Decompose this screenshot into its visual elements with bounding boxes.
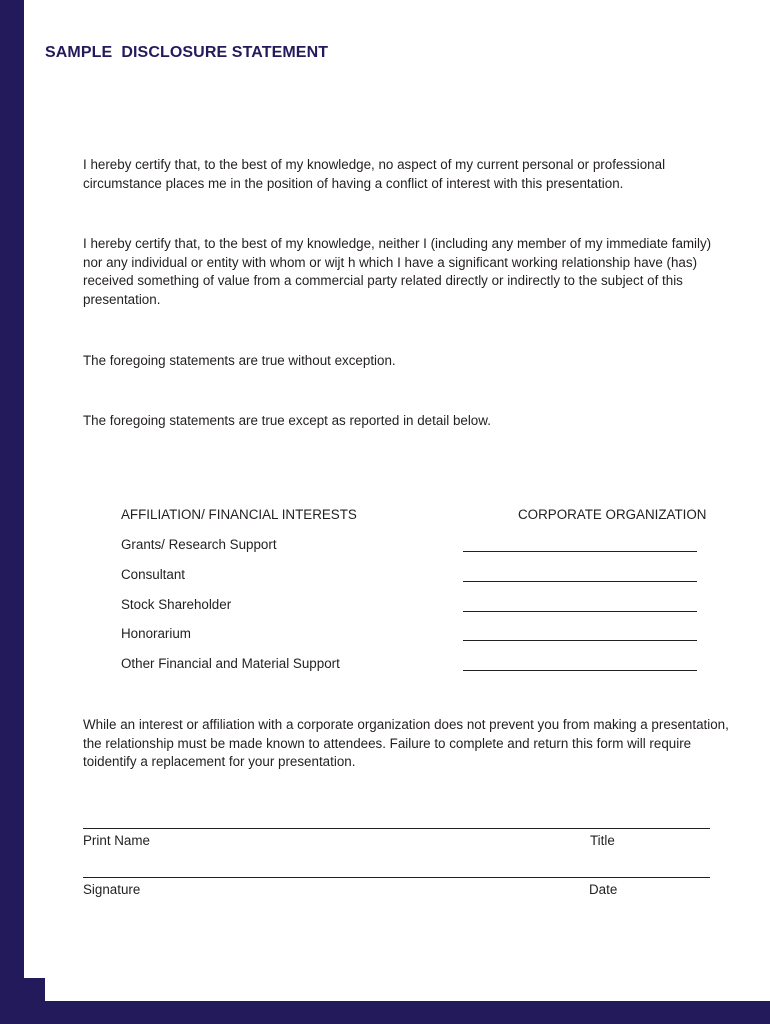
stock-shareholder-organization-field[interactable] bbox=[463, 611, 697, 612]
bottom-border-bar bbox=[0, 1001, 770, 1024]
consultant-label: Consultant bbox=[121, 567, 186, 582]
honorarium-organization-field[interactable] bbox=[463, 640, 697, 641]
other-support-organization-field[interactable] bbox=[463, 670, 697, 671]
certification-paragraph-no-conflict: I hereby certify that, to the best of my knowledge, no aspect of my current personal or professional circumstance places me in the position of having a conflict of interest with this presentation. bbox=[83, 157, 666, 191]
left-border-bar bbox=[0, 0, 24, 1024]
statement-without-exception: The foregoing statements are true without exception. bbox=[83, 353, 396, 368]
print-name-title-line[interactable] bbox=[83, 828, 710, 829]
document-title: SAMPLE DISCLOSURE STATEMENT bbox=[45, 44, 329, 61]
grants-organization-field[interactable] bbox=[463, 551, 697, 552]
print-name-label: Print Name bbox=[83, 833, 150, 848]
certification-paragraph-no-value-received: I hereby certify that, to the best of my knowledge, neither I (including any member of my immediate family) nor any individual or entity with whom or wijt h which I have a significant working relationship have (has) received something of value from a commercial party related directly or indirectly to the subject of this presentation. bbox=[83, 236, 712, 307]
consultant-organization-field[interactable] bbox=[463, 581, 697, 582]
signature-date-line[interactable] bbox=[83, 877, 710, 878]
date-label: Date bbox=[589, 882, 618, 897]
signature-label: Signature bbox=[83, 882, 141, 897]
corporate-organization-header: CORPORATE ORGANIZATION bbox=[518, 507, 707, 522]
stock-shareholder-label: Stock Shareholder bbox=[121, 597, 232, 612]
honorarium-label: Honorarium bbox=[121, 626, 191, 641]
grants-research-support-label: Grants/ Research Support bbox=[121, 537, 277, 552]
closing-paragraph: While an interest or affiliation with a corporate organization does not prevent you from making a presentation, the relationship must be made known to attendees. Failure to complete and return this form will require toidentify a replacement for your presentation. bbox=[83, 717, 729, 770]
other-support-label: Other Financial and Material Support bbox=[121, 656, 340, 671]
affiliation-header: AFFILIATION/ FINANCIAL INTERESTS bbox=[121, 507, 357, 522]
statement-with-exception: The foregoing statements are true except as reported in detail below. bbox=[83, 413, 491, 428]
title-label: Title bbox=[590, 833, 615, 848]
